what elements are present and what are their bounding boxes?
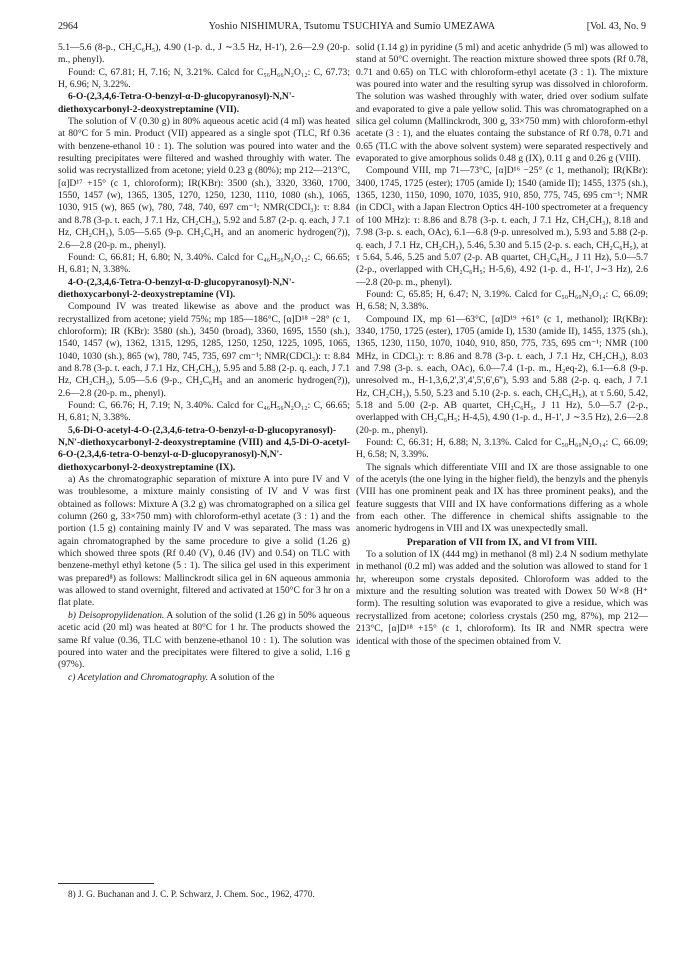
right-column — [356, 42, 648, 648]
page-number: 2964 — [58, 21, 78, 32]
compound-heading: 5,6-Di-O-acetyl-4-O-(2,3,4,6-tetra-O-benzyl-α-D-glucopyranosyl)-N,N'-diethoxycarbonyl-2-deoxystreptamine (VIII) and 4,5-Di-O-acetyl-6-O-(2,3,4,6-tetra-O-benzyl-α-D-glucopyranosyl)-N,N'-diethoxycarbonyl-2-deoxystreptamine (IX). — [58, 424, 350, 473]
footnote — [58, 883, 350, 900]
left-column — [58, 42, 350, 684]
body-paragraph — [58, 610, 350, 672]
running-authors: Yoshio NISHIMURA, Tsutomu TSUCHIYA and Sumio UMEZAWA — [208, 21, 496, 32]
body-paragraph: Found: C, 65.85; H, 6.47; N, 3.19%. Calcd for C₅₀H₆₀N₂O₁₄: C, 66.09; H, 6.58; N, 3.38%. — [356, 288, 648, 313]
subsection-text: A solution of the solid (1.26 g) in 50% aqueous acetic acid (20 ml) was heated at 80°C for 1 hr. The products showed the same Rf value (0.36, TLC with benzene-ethanol 10 : 1). The solution was poured into water and the precipitates were filtered to give a solid, 1.16 g (97%). — [58, 609, 350, 671]
body-paragraph: Found: C, 67.81; H, 7.16; N, 3.21%. Calcd for C₅₆H₆₆N₂O₁₂: C, 67.73; H, 6.96; N, 3.22%. — [58, 66, 350, 91]
footnote-rule — [58, 883, 154, 884]
compound-heading: 6-O-(2,3,4,6-Tetra-O-benzyl-α-D-glucopyranosyl)-N,N'-diethoxycarbonyl-2-deoxystreptamine (VII). — [58, 91, 295, 115]
section-heading: Preparation of VII from IX, and VI from VIII. — [406, 536, 598, 548]
footnote-citation: J. G. Buchanan and J. C. P. Schwarz, J. Chem. Soc., 1962, 4770. — [75, 889, 315, 899]
body-paragraph: To a solution of IX (444 mg) in methanol (8 ml) 2.4 N sodium methylate in methanol (0.2 ml) was added and the solution was allowed to stand for 1 hr, whereupon some crystals deposited. Chloroform was added to the mixture and the resulting solution was treated with Dowex 50 W×8 (H⁺ form). The resulting solution was evaporated to give a residue, which was recrystallized from acetone; colorless crystals (250 mg, 87%), mp 212—213°C, [α]D¹⁸ +15° (c 1, chloroform). Its IR and NMR spectra were identical with those of the specimen obtained from V. — [356, 549, 648, 647]
body-paragraph: 5.1—5.6 (8-p., CH₂C₆H₅), 4.90 (1-p. d., J ∼3.5 Hz, H-1'), 2.6—2.9 (20-p. m., phenyl). — [58, 42, 350, 66]
body-paragraph: The signals which differentiate VIII and IX are those assignable to one of the acetyls (the one lying in the higher field), the benzyls and the phenyls (VIII has one prominent peak and IX has three prominent peaks), and the feature suggests that VIII and IX have conformations differing as a whole from each other. The difference in chemical shifts assignable to the anomeric hydrogens in VIII and IX was unexpectedly small. — [356, 461, 648, 535]
subsection-label: b) Deisopropylidenation. — [68, 609, 165, 621]
volume-issue: [Vol. 43, No. 9 — [586, 21, 646, 32]
body-paragraph: Found: C, 66.76; H, 7.19; N, 3.40%. Calcd for C₄₆H₅₆N₂O₁₂: C, 66.65; H, 6.81; N, 3.38%. — [58, 399, 350, 424]
body-paragraph: The solution of V (0.30 g) in 80% aqueous acetic acid (4 ml) was heated at 80°C for 5 min. Product (VII) appeared as a single spot (TLC, Rf 0.36 with benzene-ethanol 10 : 1). The solution was poured into water and the resulting precipitates were filtered and washed throughly with water. The solid was recrystallized from acetone; yield 0.23 g (80%); mp 212—213°C, [α]D¹⁷ +15° (c 1, chloroform); IR(KBr): 3500 (sh.), 3320, 3360, 1700, 1550, 1457 (w), 1365, 1305, 1270, 1250, 1230, 1110, 1080 (sh.), 1065, 1030, 915 (w), 865 (w), 780, 748, 740, 697 cm⁻¹; NMR(CDCl₃): τ: 8.84 and 8.78 (3-p. t. each, J 7.1 Hz, CH₂CH₃), 5.92 and 5.87 (2-p. q. each, J 7.1 Hz, CH₂CH₃), 5.05—5.65 (9-p. CH₂C₆H₅ and an anomeric hydrogen(?)), 2.6—2.8 (20-p. m., phenyl). — [58, 116, 350, 251]
body-paragraph: a) As the chromatographic separation of mixture A into pure IV and V was troublesome, a mixture mainly consisting of IV and V was first obtained as follows: Mixture A (3.2 g) was chromatographed on a silica gel column (260 g, 33×750 mm) with chloroform-ethyl acetate (3 : 1) and the portion (1.5 g) containing mainly IV and V was separated. The mass was again chromatographed by the same procedure to give a solid (1.26 g) which showed three spots (Rf 0.40 (V), 0.46 (IV) and 0.54) on TLC with benzene-methyl ethyl ketone (5 : 1). The silica gel used in this experiment was prepared⁸) as follows: Mallinckrodt silica gel in 6N aqueous ammonia was allowed to stand overnight, filtered and activated at 150°C for 3 hr on a flat plate. — [58, 474, 350, 609]
body-paragraph: Found: C, 66.31; H, 6.88; N, 3.13%. Calcd for C₅₀H₆₀N₂O₁₄: C, 66.09; H, 6.58; N, 3.39%. — [356, 437, 648, 461]
footnote-label: 8) — [68, 889, 76, 899]
body-paragraph: Compound IV was treated likewise as above and the product was recrystallized from acetone; yield 75%; mp 185—186°C, [α]D¹⁸ −28° (c 1, chloroform); IR (KBr): 3580 (sh.), 3450 (broad), 3360, 1695, 1550 (sh.), 1540, 1457 (w), 1362, 1315, 1295, 1285, 1250, 1250, 1225, 1095, 1065, 1040, 1030 (sh.), 865 (w), 780, 745, 735, 697 cm⁻¹; NMR(CDCl₃): τ: 8.84 and 8.78 (3-p. t. each, J 7.1 Hz, CH₂CH₃), 5.95 and 5.88 (2-p. q. each, J 7.1 Hz, CH₂CH₃), 5.05—5.6 (9-p., CH₂C₆H₅ and an anomeric hydrogen(?)), 2.6—2.8 (20-p. m., phenyl). — [58, 301, 350, 399]
body-paragraph: Compound IX, mp 61—63°C, [α]D¹⁹ +61° (c 1, methanol); IR(KBr): 3340, 1750, 1725 (ester), 1705 (amide I), 1530 (amide II), 1455, 1375 (sh.), 1365, 1230, 1150, 1070, 1040, 910, 850, 775, 735, 695 cm⁻¹; NMR (100 MHz, in CDCl₃): τ: 8.86 and 8.78 (3-p. t. each, J 7.1 Hz, CH₂CH₃), 8.03 and 7.98 (3-p. s. each, OAc), 6.0—7.4 (1-p. m., H₂eq-2), 6.1—6.8 (9-p. unresolved m., H-1,3,6,2',3',4',5',6',6''), 5.93 and 5.88 (2-p. q. each, J 7.1 Hz, CH₂CH₃), 5.50, 5.23 and 5.10 (2-p. s. each, CH₂C₆H₅), at τ 5.60, 5.42, 5.18 and 5.00 (2-p. AB quartet, CH₂C₆H₅, J 11 Hz), 5.0—5.7 (2-p., overlapped with CH₂C₆H₅; H-4,5), 4.90 (1-p. d., H-1', J ∼3.5 Hz), 2.6—2.8 (20-p. m., phenyl). — [356, 313, 648, 436]
subsection-text: A solution of the — [208, 671, 275, 683]
body-paragraph: Compound VIII, mp 71—73°C, [α]D¹⁶ −25° (c 1, methanol); IR(KBr): 3400, 1745, 1725 (ester); 1705 (amide I); 1540 (amide II); 1455, 1375 (sh.), 1365, 1230, 1150, 1090, 1070, 1035, 910, 850, 775, 745, 695 cm⁻¹; NMR (in CDCl₃ with a Japan Electron Optics 4H-100 spectrometer at a frequency of 100 MHz): τ: 8.86 and 8.78 (3-p. t. each, J 7.1 Hz, CH₂CH₃), 8.18 and 7.98 (3-p. s. each, OAc), 6.1—6.8 (9-p. unresolved m.), 5.93 and 5.88 (2-p. q. each, J 7.1 Hz, CH₂CH₃), 5.46, 5.30 and 5.15 (2-p. s. each, CH₂C₆H₅), at τ 5.64, 5.46, 5.25 and 5.07 (2-p. AB quartet, CH₂C₆H₅, J 11 Hz), 5.0—5.7 (2-p., overlapped with CH₂C₆H₅; H-5,6), 4.92 (1-p. d., H-1', J∼3 Hz), 2.6—2.8 (20-p. m., phenyl). — [356, 165, 648, 288]
footnote-text — [58, 888, 350, 900]
body-paragraph: Found: C, 66.81; H, 6.80; N, 3.40%. Calcd for C₄₆H₅₆N₂O₁₂: C, 66.65; H, 6.81; N, 3.38%. — [58, 251, 350, 276]
subsection-label: c) Acetylation and Chromatography. — [68, 671, 209, 683]
page-header — [58, 20, 646, 34]
body-paragraph — [58, 672, 350, 684]
compound-heading: 4-O-(2,3,4,6-Tetra-O-benzyl-α-D-glucopyranosyl)-N,N'-diethoxycarbonyl-2-deoxystreptamine (VI). — [58, 276, 295, 300]
body-paragraph: solid (1.14 g) in pyridine (5 ml) and acetic anhydride (5 ml) was allowed to stand at 50°C overnight. The reaction mixture showed three spots (Rf 0.78, 0.71 and 0.65) on TLC with chloroform-ethyl acetate (3 : 1). The mixture was poured into water and the resulting syrup was dissolved in chloroform. The solution was washed throughly with water, dried over sodium sulfate and evaporated to give a pale yellow solid. This was chromatographed on a silica gel column (Mallinckrodt, 300 g, 33×750 mm) with chloroform-ethyl acetate (3 : 1), and the eluates containg the substance of Rf 0.78, 0.71 and 0.65 (TLC with the above solvent system) were separated respectively and evaporated to give amorphous solids 0.48 g (IX), 0.11 g and 0.26 g (VIII). — [356, 42, 648, 165]
